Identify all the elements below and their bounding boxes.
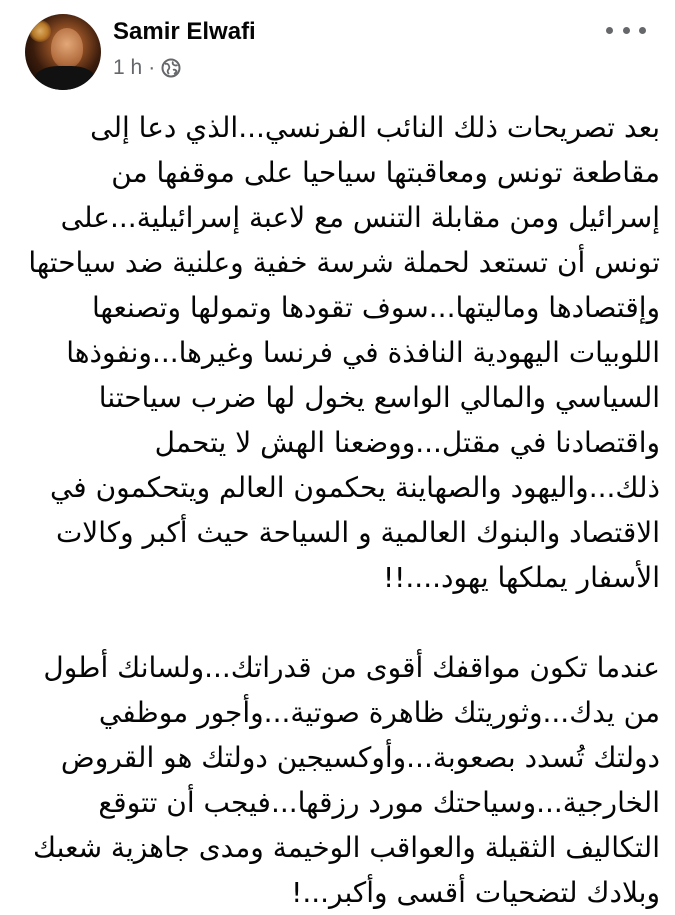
avatar-light-glow bbox=[29, 20, 51, 42]
globe-icon[interactable] bbox=[161, 58, 181, 78]
post-paragraph: عندما تكون مواقفك أقوى من قدراتك...ولسانك أطول من يدك...وثوريتك ظاهرة صوتية...وأجور موظفي دولتك تُسدد بصعوبة...وأوكسيجين دولتك هو القروض الخارجية...وسياحتك مورد رزقها...فيجب أن تتوقع التكاليف الثقيلة والعواقب الوخيمة ومدى جاهزية شعبك وبلادك لتضحيات أقسى وأكبر...! bbox=[33, 651, 660, 909]
avatar-face bbox=[51, 28, 83, 68]
post-body bbox=[24, 105, 660, 915]
author-name[interactable]: Samir Elwafi bbox=[113, 18, 256, 45]
avatar[interactable] bbox=[25, 14, 101, 90]
post-time[interactable]: 1 h bbox=[113, 56, 143, 79]
post-meta bbox=[113, 56, 181, 80]
more-dot bbox=[606, 27, 613, 34]
post-paragraph: بعد تصريحات ذلك النائب الفرنسي...الذي دعا إلى مقاطعة تونس ومعاقبتها سياحيا على موقفها من إسرائيل ومن مقابلة التنس مع لاعبة إسرائيلية...على تونس أن تستعد لحملة شرسة خفية وعلنية ضد سياحتها وإقتصادها وماليتها...سوف تقودها وتمولها وتصنعها اللوبيات اليهودية النافذة في فرنسا وغيرها...ونفوذها السياسي والمالي الواسع يخول لها ضرب سياحتنا واقتصادنا في مقتل...ووضعنا الهش لا يتحمل ذلك...واليهود والصهاينة يحكمون العالم ويتحكمون في الاقتصاد والبنوك العالمية و السياحة حيث أكبر وكالات الأسفار يملكها يهود....!! bbox=[28, 111, 660, 594]
more-dot bbox=[623, 27, 630, 34]
more-dot bbox=[639, 27, 646, 34]
post-header bbox=[0, 0, 675, 100]
meta-separator: · bbox=[148, 56, 156, 79]
more-options-icon[interactable] bbox=[606, 20, 646, 40]
avatar-shirt bbox=[35, 66, 95, 90]
